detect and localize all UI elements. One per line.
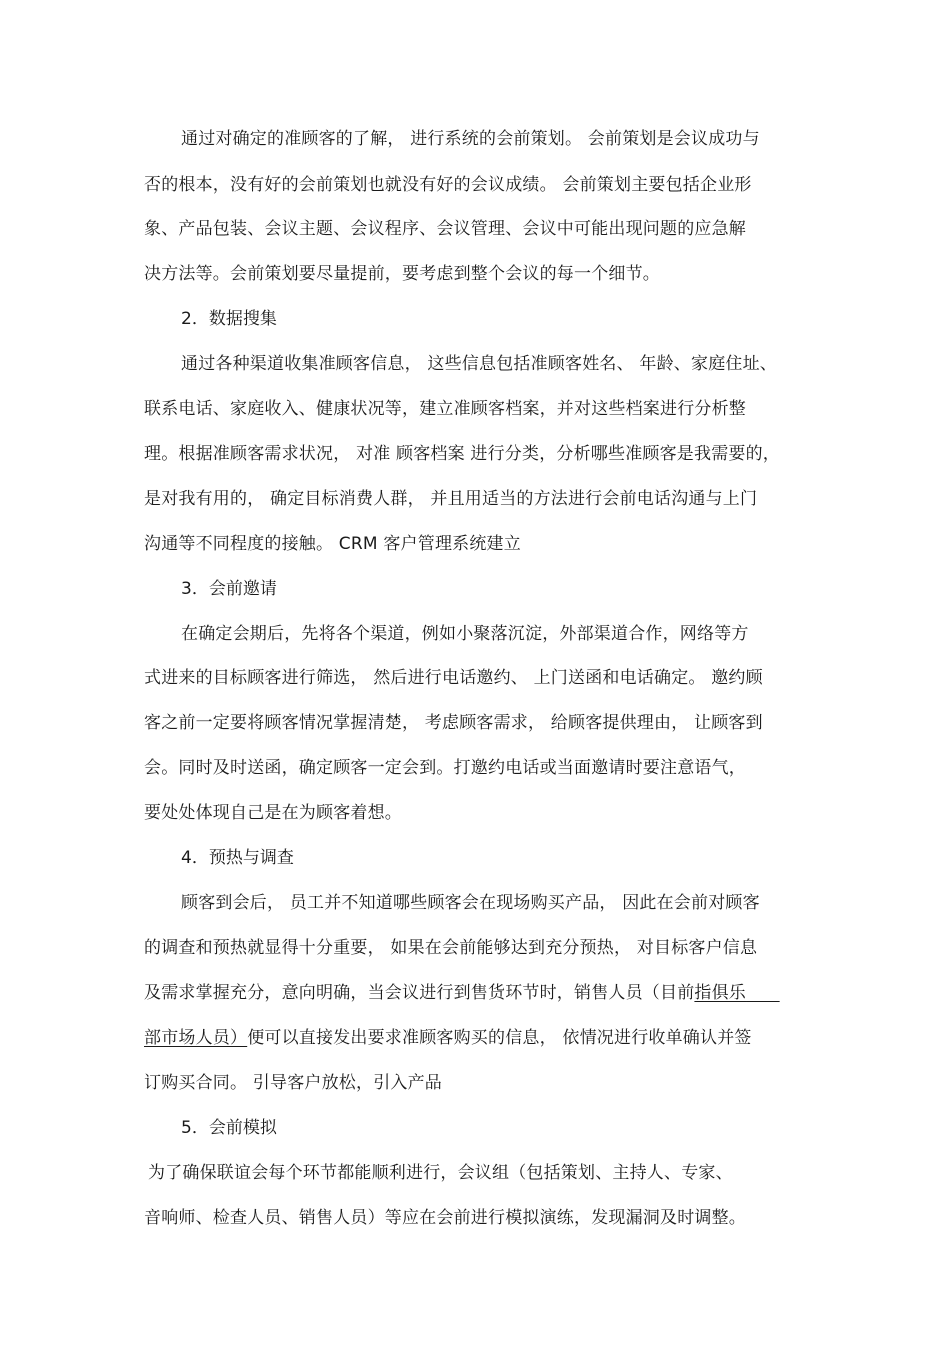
section-heading: 2．数据搜集	[181, 309, 277, 329]
underline-fill	[746, 983, 780, 1003]
paragraph-line: 客之前一定要将顾客情况掌握清楚， 考虑顾客需求， 给顾客提供理由， 让顾客到	[144, 713, 763, 733]
paragraph-line: 是对我有用的， 确定目标消费人群， 并且用适当的方法进行会前电话沟通与上门	[144, 489, 758, 509]
paragraph-line: 会。同时及时送函，确定顾客一定会到。打邀约电话或当面邀请时要注意语气，	[144, 758, 746, 778]
paragraph-line: 否的根本，没有好的会前策划也就没有好的会议成绩。 会前策划主要包括企业形	[144, 175, 752, 195]
paragraph-line: 在确定会期后，先将各个渠道，例如小聚落沉淀，外部渠道合作，网络等方	[181, 624, 749, 644]
paragraph-line: 决方法等。会前策划要尽量提前，要考虑到整个会议的每一个细节。	[144, 264, 660, 284]
paragraph-line	[144, 1024, 814, 1052]
paragraph-line: 联系电话、家庭收入、健康状况等，建立准顾客档案，并对这些档案进行分析整	[144, 399, 746, 419]
paragraph-line: 象、产品包装、会议主题、会议程序、会议管理、会议中可能出现问题的应急解	[144, 219, 746, 239]
underlined-text: 部市场人员）	[144, 1028, 248, 1048]
paragraph-line: 的调查和预热就显得十分重要， 如果在会前能够达到充分预热， 对目标客户信息	[144, 938, 758, 958]
section-heading: 4．预热与调查	[181, 848, 294, 868]
section-heading: 5．会前模拟	[181, 1118, 277, 1138]
paragraph-line: 沟通等不同程度的接触。 CRM 客户管理系统建立	[144, 534, 521, 554]
paragraph-line: 为了确保联谊会每个环节都能顺利进行，会议组（包括策划、主持人、专家、	[148, 1163, 733, 1183]
paragraph-text: 便可以直接发出要求准顾客购买的信息， 依情况进行收单确认并签	[247, 1028, 752, 1048]
paragraph-line: 音响师、检查人员、销售人员）等应在会前进行模拟演练，发现漏洞及时调整。	[144, 1208, 746, 1228]
paragraph-line: 顾客到会后， 员工并不知道哪些顾客会在现场购买产品， 因此在会前对顾客	[181, 893, 760, 913]
section-heading: 3．会前邀请	[181, 579, 277, 599]
paragraph-line: 通过各种渠道收集准顾客信息， 这些信息包括准顾客姓名、 年龄、家庭住址、	[181, 354, 778, 374]
paragraph-line: 要处处体现自己是在为顾客着想。	[144, 803, 402, 823]
paragraph-text: 及需求掌握充分，意向明确，当会议进行到售货环节时，销售人员（目前	[144, 983, 695, 1003]
paragraph-line: 理。根据准顾客需求状况， 对准 顾客档案 进行分类，分析哪些准顾客是我需要的，	[144, 444, 781, 464]
underlined-text: 指俱乐	[694, 983, 747, 1003]
paragraph-line	[144, 979, 814, 1007]
paragraph-line: 订购买合同。 引导客户放松，引入产品	[144, 1073, 443, 1093]
paragraph-line: 通过对确定的准顾客的了解， 进行系统的会前策划。 会前策划是会议成功与	[181, 129, 760, 149]
paragraph-line: 式进来的目标顾客进行筛选， 然后进行电话邀约、 上门送函和电话确定。 邀约顾	[144, 668, 763, 688]
